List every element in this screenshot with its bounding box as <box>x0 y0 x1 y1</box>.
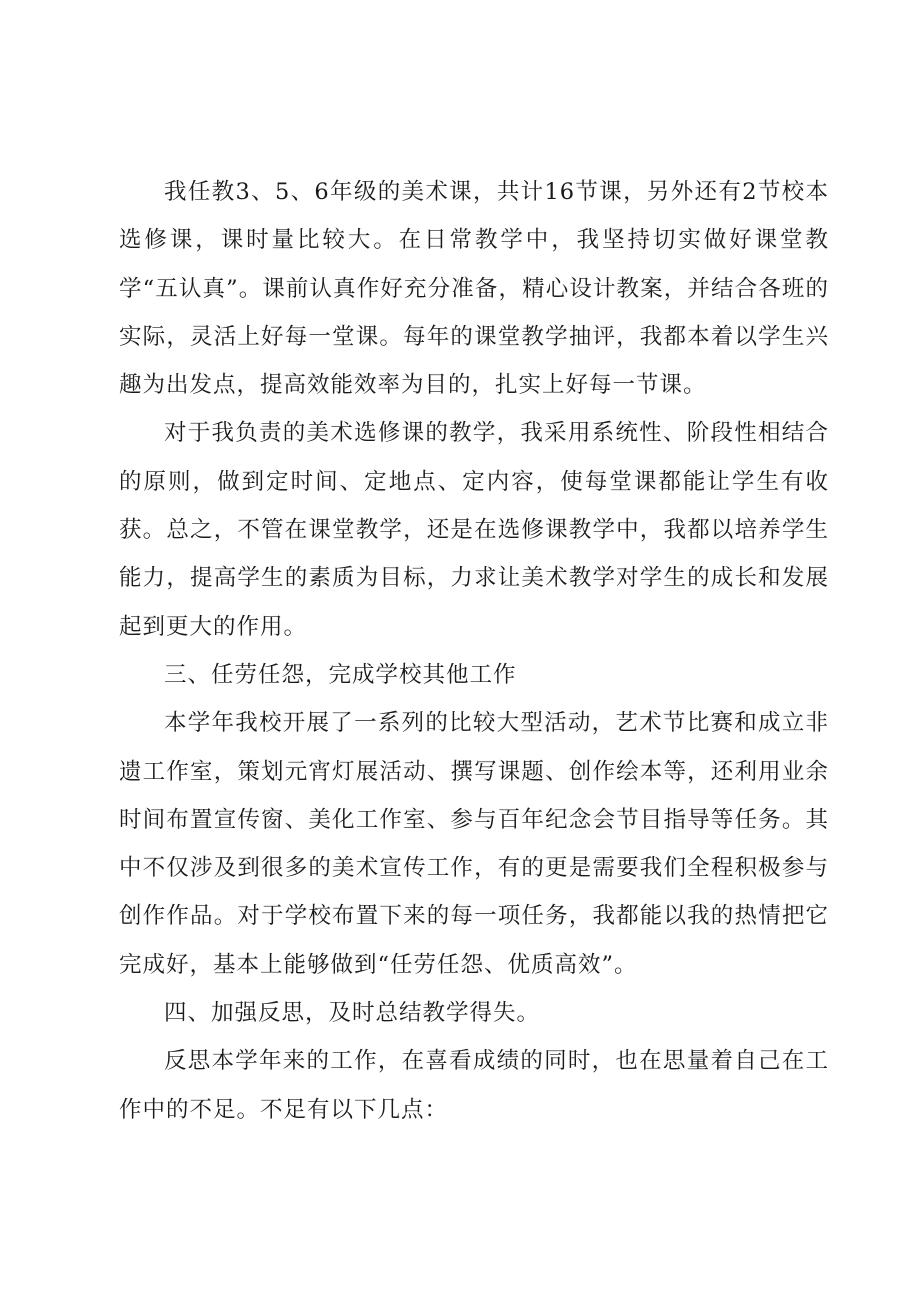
section-heading-3: 三、任劳任怨，完成学校其他工作 <box>164 661 517 688</box>
paragraph-school-work: 本学年我校开展了一系列的比较大型活动，艺术节比赛和成立非遗工作室，策划元宵灯展活动、撰写课题、创作绘本等，还利用业余时间布置宣传窗、美化工作室、参与百年纪念会节目指导等任务。其中不仅涉及到很多的美术宣传工作，有的更是需要我们全程积极参与创作作品。对于学校布置下来的每一项任务，我都能以我的热情把它完成好，基本上能够做到“任劳任怨、优质高效”。 <box>119 710 829 978</box>
section-heading-4: 四、加强反思，及时总结教学得失。 <box>164 1000 541 1027</box>
document-body <box>119 168 829 1134</box>
paragraph-teaching-load: 我任教3、5、6年级的美术课，共计16节课，另外还有2节校本选修课，课时量比较大。在日常教学中，我坚持切实做好课堂教学“五认真”。课前认真作好充分准备，精心设计教案，并结合各班的实际，灵活上好每一堂课。每年的课堂教学抽评，我都本着以学生兴趣为出发点，提高效能效率为目的，扎实上好每一节课。 <box>119 179 829 399</box>
paragraph-reflection: 反思本学年来的工作，在喜看成绩的同时，也在思量着自己在工作中的不足。不足有以下几点： <box>119 1048 829 1123</box>
paragraph-elective-course: 对于我负责的美术选修课的教学，我采用系统性、阶段性相结合的原则，做到定时间、定地点、定内容，使每堂课都能让学生有收获。总之，不管在课堂教学，还是在选修课教学中，我都以培养学生能力，提高学生的素质为目标，力求让美术教学对学生的成长和发展起到更大的作用。 <box>119 420 829 640</box>
